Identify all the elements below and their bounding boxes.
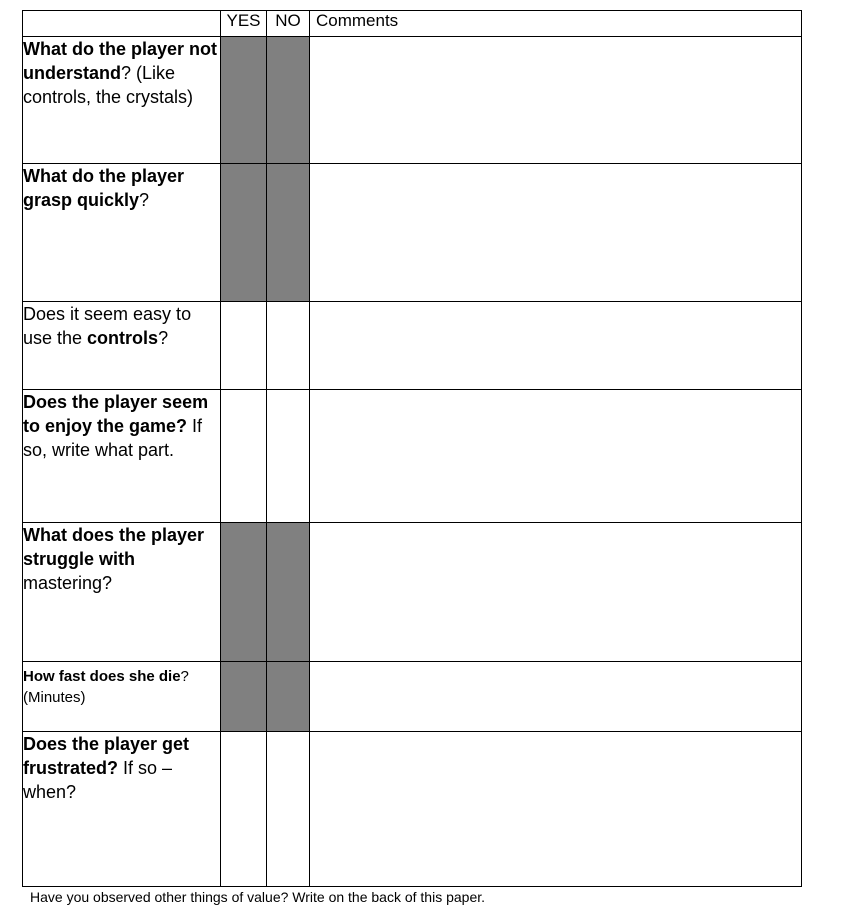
question-cell xyxy=(23,390,221,523)
question-text: ? (Like controls, the crystals) xyxy=(23,63,194,107)
no-cell[interactable] xyxy=(267,302,310,390)
question-text: If so – when? xyxy=(23,758,173,802)
question-text-bold: Does the player get frustrated? xyxy=(23,734,190,778)
yes-cell[interactable] xyxy=(221,732,267,887)
question-text: If so, write what part. xyxy=(23,416,203,460)
no-cell-shaded xyxy=(267,523,310,662)
question-text-bold: What does the player struggle with xyxy=(23,525,205,569)
yes-cell-shaded xyxy=(221,37,267,164)
question-text: ? xyxy=(158,328,169,348)
no-cell[interactable] xyxy=(267,390,310,523)
question-cell xyxy=(23,523,221,662)
question-text: mastering? xyxy=(23,573,113,593)
question-text-bold: What do the player not understand xyxy=(23,39,218,83)
no-cell-shaded xyxy=(267,164,310,302)
table-row xyxy=(23,662,802,732)
question-text-bold: How fast does she die xyxy=(23,668,181,685)
comments-cell[interactable] xyxy=(310,732,802,887)
table-row xyxy=(23,164,802,302)
header-no: NO xyxy=(267,11,310,37)
yes-cell-shaded xyxy=(221,662,267,732)
comments-cell[interactable] xyxy=(310,302,802,390)
yes-cell[interactable] xyxy=(221,390,267,523)
header-comments: Comments xyxy=(310,11,802,37)
question-cell xyxy=(23,37,221,164)
question-text-bold: Does the player seem to enjoy the game? xyxy=(23,392,209,436)
comments-cell[interactable] xyxy=(310,662,802,732)
question-text: Does it seem easy to use the xyxy=(23,304,192,348)
table-row xyxy=(23,302,802,390)
comments-cell[interactable] xyxy=(310,390,802,523)
comments-cell[interactable] xyxy=(310,523,802,662)
no-cell[interactable] xyxy=(267,732,310,887)
question-cell xyxy=(23,302,221,390)
header-yes: YES xyxy=(221,11,267,37)
evaluation-table xyxy=(22,10,802,887)
table-row xyxy=(23,37,802,164)
comments-cell[interactable] xyxy=(310,164,802,302)
yes-cell[interactable] xyxy=(221,302,267,390)
table-row xyxy=(23,390,802,523)
question-cell xyxy=(23,732,221,887)
no-cell-shaded xyxy=(267,37,310,164)
header-row xyxy=(23,11,802,37)
question-text-bold: controls xyxy=(87,328,159,348)
table-row xyxy=(23,523,802,662)
footer-note: Have you observed other things of value? Write on the back of this paper. xyxy=(30,889,486,905)
comments-cell[interactable] xyxy=(310,37,802,164)
header-question xyxy=(23,11,221,37)
yes-cell-shaded xyxy=(221,164,267,302)
question-cell xyxy=(23,164,221,302)
question-text: ? (Minutes) xyxy=(23,668,189,706)
no-cell-shaded xyxy=(267,662,310,732)
table-row xyxy=(23,732,802,887)
question-text: ? xyxy=(139,190,150,210)
question-text-bold: What do the player grasp quickly xyxy=(23,166,185,210)
question-cell xyxy=(23,662,221,732)
yes-cell-shaded xyxy=(221,523,267,662)
